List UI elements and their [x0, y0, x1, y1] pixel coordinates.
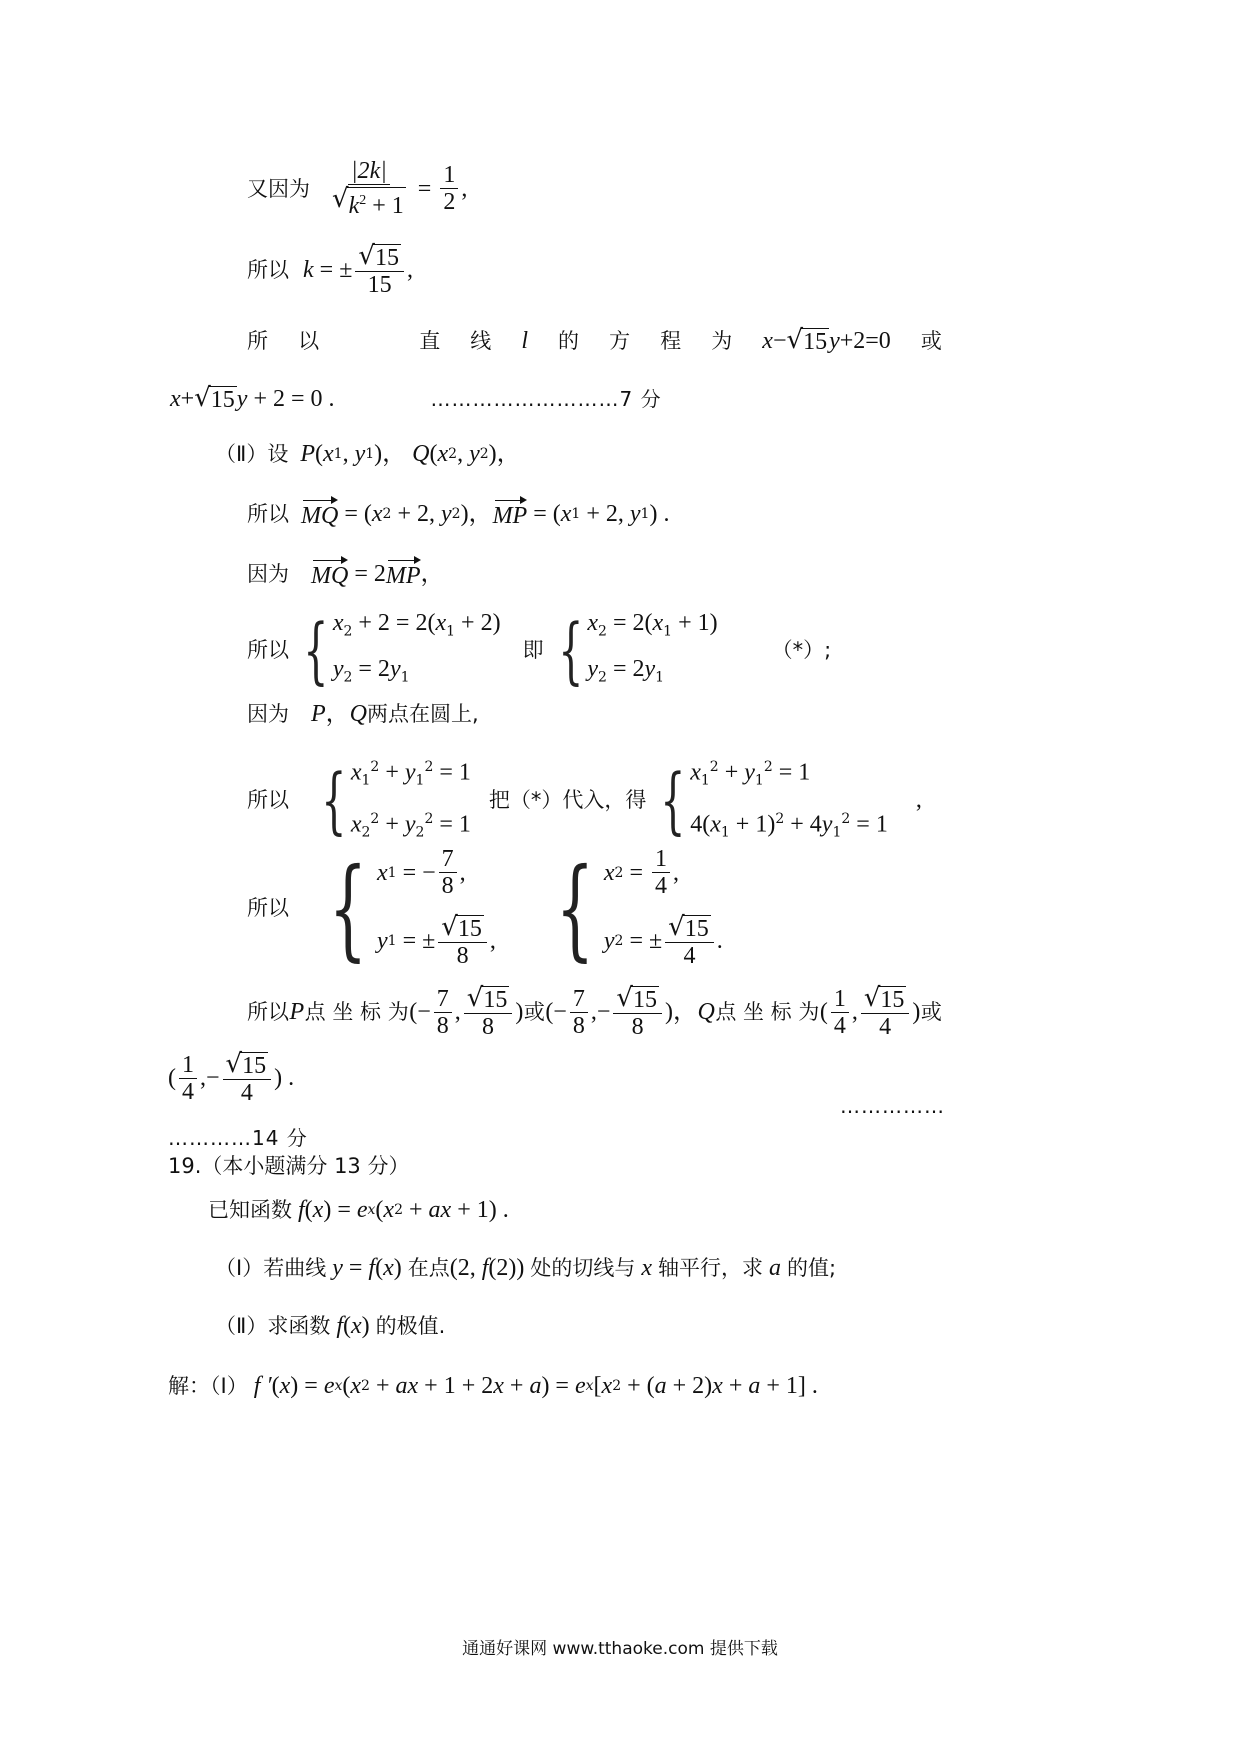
text-suoyi-3: 所以 — [247, 638, 289, 663]
text-p-coord-label: 点 坐 标 为 — [304, 1000, 409, 1024]
coord-q2: ( $\frac{1}{4}$ ,− √ 15 4 ) . — [168, 1049, 295, 1106]
system-substituted: { $x_1^2 + y_1^2 = 1$ $4(x_1 + 1)^2 + 4y_1^2 = 1$ — [660, 757, 888, 842]
text-q19-1c: 处的切线与 — [530, 1256, 636, 1280]
line-solution: 解：（Ⅰ） f ′ ( x ) = e x ( x 2 + ax + 1 + 2 x + a ) = e x [ x 2 + ( a + 2) x + a + 1] . — [168, 1373, 818, 1399]
equation-line-1: x− √ 15 y+2=0 — [762, 325, 891, 355]
system-x2y2: { x 2 = $\frac{1}{4}$ , y 2 = ± √ 15 4 . — [555, 843, 723, 972]
text-q19-1a: （Ⅰ）若曲线 — [215, 1256, 327, 1280]
text-pq-on-circle: 两点在圆上, — [367, 702, 479, 726]
line-circle-system: 所以 { $x_1^2 + y_1^2 = 1$ $x_2^2 + y_2^2 = 1$ 把（*）代入，得 { $x_1^2 + y_1^2 = 1$ $4(x_1 + 1)^2 + 4y_1^2 = 1$ , — [247, 752, 922, 847]
text-suoyi-2: 所以 — [247, 502, 289, 526]
system-b: { $x_2 = 2(x_1 + 1)$ $y_2 = 2y_1$ — [557, 608, 718, 693]
line-distance-condition: 又因为 |2k| √ $k^2 + 1$ = $\frac{1}{2}$ , — [247, 158, 468, 219]
text-q19-1b: 在点 — [407, 1256, 450, 1280]
q19-title: 19.（本小题满分 13 分） — [168, 1154, 410, 1178]
fraction-half: $\frac{1}{2}$ — [440, 162, 458, 215]
text-yinwei-2: 因为 — [247, 702, 289, 726]
fraction-distance: |2k| √ $k^2 + 1$ — [332, 158, 404, 219]
text-yinwei: 因为 — [247, 562, 289, 586]
coord-q1: ( $\frac{1}{4}$ , √ 15 4 ) — [819, 983, 921, 1040]
line-k-value: 所以 k = ± √ 15 15 , — [247, 241, 413, 298]
spread-char-4: 线 — [470, 329, 492, 353]
score-7: ………………………7 分 — [430, 386, 662, 411]
line-q19-function: 已知函数 f ( x ) = e x ( x 2 + ax + 1) . — [208, 1197, 509, 1223]
score-14: …………14 分 — [168, 1126, 308, 1150]
spread-char-7: 方 — [609, 329, 631, 353]
dots-right: …………… — [840, 1094, 945, 1118]
line-vectors: 所以 MQ = ( x 2 + 2, y 2 )， MP = ( x 1 + 2, y 1 ) . — [247, 498, 669, 530]
text-suoyi-4: 所以 — [247, 787, 289, 812]
spread-char-1: 所 — [247, 329, 268, 353]
spread-char-9: 为 — [711, 329, 733, 353]
text-huo-1: 或 — [920, 329, 942, 353]
text-known-func: 已知函数 — [208, 1198, 292, 1222]
line-dots-right — [840, 1092, 945, 1120]
system-a: { $x_2 + 2 = 2(x_1 + 2)$ $y_2 = 2y_1$ — [303, 608, 501, 693]
line-q19-part1: （Ⅰ）若曲线 y = f ( x ) 在点 (2, f (2)) 处的切线与 x 轴平行，求 a 的值; — [215, 1255, 837, 1281]
text-star: （*）; — [771, 638, 832, 663]
coord-p1: (− $\frac{7}{8}$ , √ 15 8 ) — [409, 983, 524, 1040]
text-suoyi-5: 所以 — [247, 895, 289, 920]
system-circle: { $x_1^2 + y_1^2 = 1$ $x_2^2 + y_2^2 = 1$ — [321, 757, 471, 842]
spread-char-2: 以 — [298, 329, 320, 353]
line-coordinates-cont — [168, 1050, 294, 1106]
text-q19-2a: （Ⅱ）求函数 — [215, 1314, 331, 1338]
line-coordinates: 所以 P 点 坐 标 为 (− $\frac{7}{8}$ , √ 15 8 ) 或 (− $\frac{7}{8}$ ,− √ 15 8 )， Q 点 坐 标 为 ( $\frac{1}{4}$ , √ 15 4 ) 或 — [247, 983, 942, 1040]
spread-char-6: 的 — [558, 329, 580, 353]
text-q19-2b: 的极值. — [375, 1314, 446, 1338]
text-q19-1e: 的值; — [787, 1256, 837, 1280]
system-x1y1: { x 1 = − $\frac{7}{8}$ , y 1 = ± √ 15 8 , — [328, 843, 496, 972]
line-equation-intro — [247, 326, 942, 356]
text-ji: 即 — [522, 638, 544, 663]
page-footer: 通通好课网 www.tthaoke.com 提供下载 — [462, 1639, 778, 1659]
text-substitute: 把（*）代入，得 — [488, 787, 647, 812]
text-sol-label: 解：（Ⅰ） — [168, 1374, 248, 1398]
text-huo-2: 或 — [523, 1000, 545, 1024]
line-vector-relation: 因为 MQ = 2 MP ， — [247, 558, 445, 590]
line-on-circle: 因为 P ， Q 两点在圆上, — [247, 701, 479, 727]
spread-char-8: 程 — [660, 329, 682, 353]
fraction-k: √ 15 15 — [355, 242, 404, 298]
spread-char-5: l — [521, 328, 528, 354]
line-q19-part2: （Ⅱ）求函数 f ( x ) 的极值. — [215, 1313, 446, 1339]
text-q-coord-label: 点 坐 标 为 — [715, 1000, 820, 1024]
line-system-1 — [247, 608, 831, 693]
text-youyinwei: 又因为 — [247, 176, 310, 201]
text-q19-1d: 轴平行，求 — [658, 1256, 764, 1280]
line-score-14 — [168, 1124, 308, 1152]
line-q19-title — [168, 1152, 409, 1180]
text-suoyi-6: 所以 — [247, 1000, 289, 1024]
text-suoyi: 所以 — [247, 258, 289, 282]
line-part2-setup: （Ⅱ）设 P ( x 1 , y 1 )， Q ( x 2 , y 2 )， — [215, 441, 521, 467]
text-part2: （Ⅱ）设 — [215, 442, 289, 466]
spread-char-3: 直 — [419, 329, 441, 353]
line-equation-2: x + √ 15 y + 2 = 0 . ………………………7 分 — [170, 383, 662, 413]
text-huo-3: 或 — [920, 1000, 942, 1024]
coord-p2: (− $\frac{7}{8}$ ,− √ 15 8 )， — [545, 983, 697, 1040]
line-solutions — [247, 843, 727, 972]
